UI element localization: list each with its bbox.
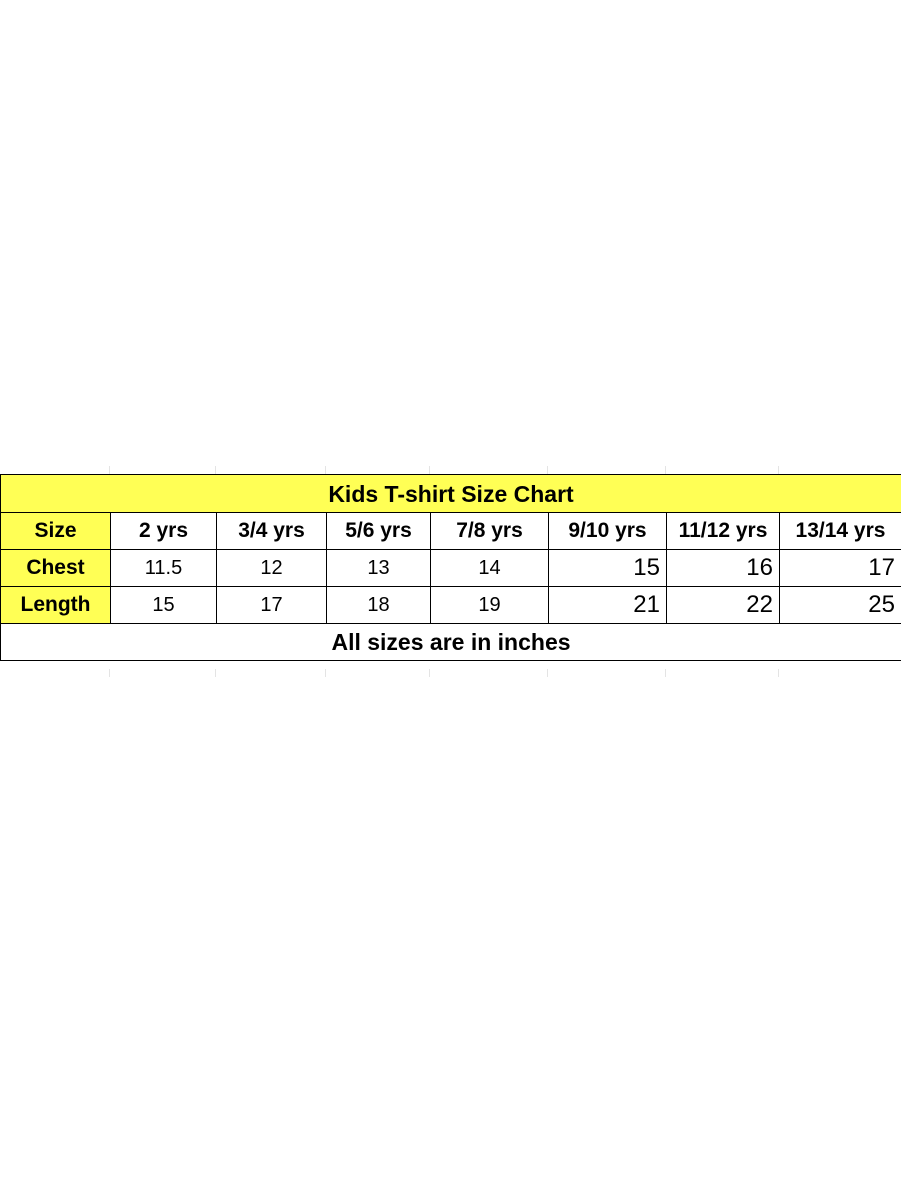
size-label-cell[interactable]: Size [1, 513, 111, 550]
gridline [778, 466, 779, 474]
title-row [1, 475, 901, 513]
gridline [325, 466, 326, 474]
gridline [778, 669, 779, 677]
length-row [1, 587, 901, 624]
chest-value-cell[interactable]: 16 [667, 550, 780, 587]
chest-value-cell[interactable]: 13 [327, 550, 431, 587]
chest-label-cell[interactable]: Chest [1, 550, 111, 587]
gridline [215, 669, 216, 677]
length-label-cell[interactable]: Length [1, 587, 111, 624]
size-header-cell[interactable]: 13/14 yrs [780, 513, 901, 550]
chest-value-cell[interactable]: 17 [780, 550, 901, 587]
size-header-cell[interactable]: 3/4 yrs [217, 513, 327, 550]
length-value-cell[interactable]: 21 [549, 587, 667, 624]
footer-row [1, 624, 901, 661]
length-value-cell[interactable]: 17 [217, 587, 327, 624]
chest-value-cell[interactable]: 11.5 [111, 550, 217, 587]
units-note[interactable]: All sizes are in inches [1, 624, 901, 661]
gridline [325, 669, 326, 677]
gridline [547, 466, 548, 474]
gridline [215, 466, 216, 474]
chart-title[interactable]: Kids T-shirt Size Chart [1, 475, 901, 513]
gridline [109, 466, 110, 474]
size-header-cell[interactable]: 9/10 yrs [549, 513, 667, 550]
size-header-cell[interactable]: 5/6 yrs [327, 513, 431, 550]
size-header-cell[interactable]: 2 yrs [111, 513, 217, 550]
gridline [547, 669, 548, 677]
length-value-cell[interactable]: 15 [111, 587, 217, 624]
gridline [109, 669, 110, 677]
chest-value-cell[interactable]: 12 [217, 550, 327, 587]
header-row [1, 513, 901, 550]
chest-value-cell[interactable]: 15 [549, 550, 667, 587]
length-value-cell[interactable]: 18 [327, 587, 431, 624]
chest-row [1, 550, 901, 587]
chest-value-cell[interactable]: 14 [431, 550, 549, 587]
gridline [429, 669, 430, 677]
length-value-cell[interactable]: 22 [667, 587, 780, 624]
gridline [665, 669, 666, 677]
length-value-cell[interactable]: 19 [431, 587, 549, 624]
length-value-cell[interactable]: 25 [780, 587, 901, 624]
size-chart-table [0, 474, 901, 661]
size-header-cell[interactable]: 7/8 yrs [431, 513, 549, 550]
gridline [429, 466, 430, 474]
gridline [665, 466, 666, 474]
size-header-cell[interactable]: 11/12 yrs [667, 513, 780, 550]
